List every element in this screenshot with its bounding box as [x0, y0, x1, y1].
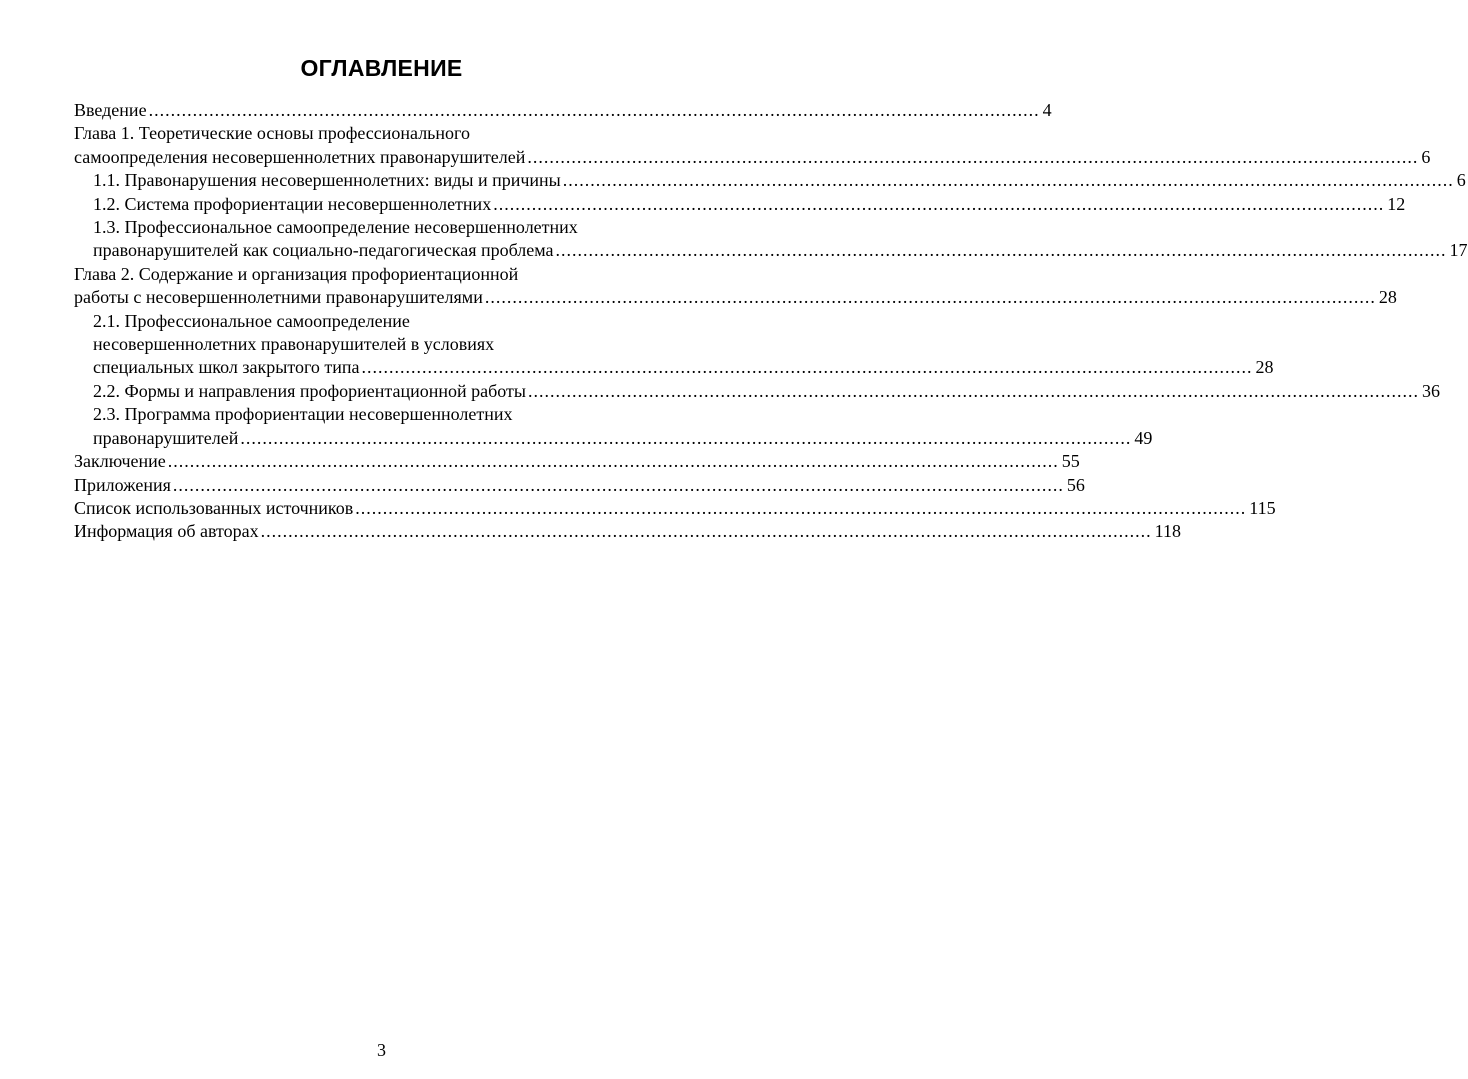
toc-page-number: 6 [1456, 170, 1466, 191]
toc-entry-section-2-2[interactable] [74, 380, 1441, 403]
dot-leader: .................................................................................................................................................................. [148, 100, 1040, 120]
toc-entry-title: самоопределения несовершеннолетних правонарушителей [74, 146, 526, 167]
toc-entry-title-line: Глава 2. Содержание и организация профориентационной [74, 263, 519, 284]
toc-entry-section-1-3[interactable] [74, 216, 1468, 263]
dot-leader: .................................................................................................................................................................. [527, 146, 1419, 167]
dot-leader: .................................................................................................................................................................. [555, 240, 1447, 261]
dot-leader: .................................................................................................................................................................. [361, 357, 1253, 378]
dot-leader: .................................................................................................................................................................. [493, 193, 1385, 214]
toc-entry-title-line: 1.3. Профессиональное самоопределение несовершеннолетних [93, 217, 578, 238]
table-of-contents [74, 99, 1468, 544]
dot-leader: .................................................................................................................................................................. [167, 451, 1059, 472]
toc-page-number: 28 [1378, 287, 1397, 308]
toc-page-number: 28 [1255, 357, 1274, 378]
dot-leader: .................................................................................................................................................................. [172, 474, 1064, 495]
toc-entry-section-2-3[interactable] [74, 403, 1153, 450]
toc-entry-references[interactable] [74, 497, 1276, 520]
toc-entry-conclusion[interactable] [74, 450, 1080, 473]
toc-entry-title: работы с несовершеннолетними правонарушителями [74, 287, 483, 308]
toc-page-number: 12 [1387, 193, 1406, 214]
toc-entry-title: правонарушителей как социально-педагогическая проблема [93, 240, 554, 261]
dot-leader: .................................................................................................................................................................. [240, 427, 1132, 448]
toc-entry-title: Заключение [74, 451, 166, 472]
toc-page-number: 115 [1249, 497, 1276, 518]
toc-entry-title-line: Глава 1. Теоретические основы профессионального [74, 123, 470, 144]
toc-entry-title: специальных школ закрытого типа [93, 357, 360, 378]
toc-entry-chapter-2[interactable] [74, 263, 1397, 310]
dot-leader: .................................................................................................................................................................. [528, 380, 1420, 401]
dot-leader: .................................................................................................................................................................. [484, 287, 1376, 308]
page-title: ОГЛАВЛЕНИЕ [300, 55, 463, 81]
toc-entry-title: Список использованных источников [74, 497, 354, 518]
toc-page-number: 4 [1042, 100, 1052, 120]
toc-entry-title-line: несовершеннолетних правонарушителей в условиях [93, 334, 495, 355]
toc-entry-title: 2.2. Формы и направления профориентационной работы [93, 380, 527, 401]
toc-entry-chapter-1[interactable] [74, 122, 1431, 169]
toc-page-number: 36 [1422, 380, 1441, 401]
toc-entry-title: Введение [74, 100, 147, 120]
toc-entry-introduction[interactable] [74, 99, 1052, 122]
toc-entry-title: 1.2. Система профориентации несовершеннолетних [93, 193, 492, 214]
toc-entry-title: Приложения [74, 474, 171, 495]
dot-leader: .................................................................................................................................................................. [260, 521, 1152, 542]
toc-page-number: 6 [1421, 146, 1431, 167]
toc-entry-title-line: 2.3. Программа профориентации несовершеннолетних [93, 404, 513, 425]
toc-page-number: 56 [1066, 474, 1085, 495]
toc-entry-title-line: 2.1. Профессиональное самоопределение [93, 310, 410, 331]
toc-page-number: 49 [1134, 427, 1153, 448]
toc-page-number: 55 [1061, 451, 1080, 472]
toc-entry-section-2-1[interactable] [74, 310, 1274, 380]
toc-entry-authors[interactable] [74, 520, 1181, 543]
toc-entry-section-1-2[interactable] [74, 193, 1406, 216]
dot-leader: .................................................................................................................................................................. [355, 497, 1247, 518]
dot-leader: .................................................................................................................................................................. [562, 170, 1454, 191]
toc-page-number: 17 [1449, 240, 1468, 261]
toc-entry-title: 1.1. Правонарушения несовершеннолетних: виды и причины [93, 170, 561, 191]
page-number: 3 [377, 1040, 386, 1060]
toc-page-number: 118 [1154, 521, 1181, 542]
toc-entry-section-1-1[interactable] [74, 169, 1466, 192]
toc-entry-appendices[interactable] [74, 474, 1085, 497]
toc-entry-title: правонарушителей [93, 427, 239, 448]
toc-entry-title: Информация об авторах [74, 521, 259, 542]
